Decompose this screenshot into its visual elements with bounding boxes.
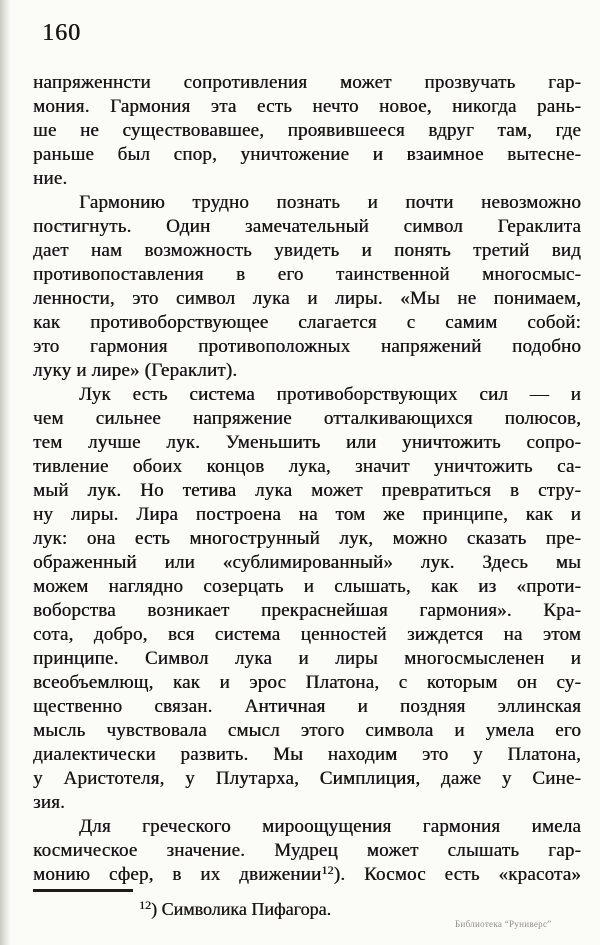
text-line: лук: она есть многострунный лук, можно сказать пре- bbox=[33, 528, 581, 549]
text-line-part: ). Космос есть «красота» bbox=[333, 864, 581, 885]
text-line: ну лиры. Лира построена на том же принципе, как и bbox=[33, 504, 581, 525]
text-line: всеобъемлющ, как и эрос Платона, с которым он су- bbox=[33, 672, 581, 693]
text-line: мый лук. Но тетива лука может превратиться в стру- bbox=[33, 480, 581, 501]
text-line: воборства возникает прекраснейшая гармония». Кра- bbox=[33, 600, 581, 621]
text-line: ше не существовавшее, проявившееся вдруг там, где bbox=[33, 120, 581, 141]
text-line: космическое значение. Мудрец может слышать гар- bbox=[33, 840, 581, 861]
text-line: мония. Гармония эта есть нечто новое, никогда рань- bbox=[33, 96, 581, 117]
text-line: мысль чувствовала смысл этого символа и умела его bbox=[33, 720, 581, 741]
footnote-rule bbox=[33, 889, 133, 892]
footnote bbox=[33, 898, 581, 920]
paragraph-2 bbox=[33, 191, 581, 383]
text-line: тем лучше лук. Уменьшить или уничтожить сопро- bbox=[33, 432, 581, 453]
text-line: дает нам возможность увидеть и понять третий вид bbox=[33, 240, 581, 261]
page-number: 160 bbox=[42, 20, 81, 46]
text-line-part: монию сфер, в их движении bbox=[33, 864, 322, 885]
footnote-text: ) Символика Пифагора. bbox=[151, 899, 331, 919]
footnote-reference: 12 bbox=[321, 863, 334, 877]
text-line: луку и лире» (Гераклит). bbox=[33, 360, 238, 381]
text-line: зия. bbox=[33, 792, 65, 813]
text-line bbox=[33, 863, 581, 887]
text-line: это гармония противоположных напряжений подобно bbox=[33, 336, 581, 357]
paragraph-1 bbox=[33, 71, 581, 191]
text-line: напряженнсти сопротивления может прозвучать гар- bbox=[33, 72, 581, 93]
text-line: постигнуть. Один замечательный символ Гераклита bbox=[33, 216, 581, 237]
text-line: противопоставления в его таинственной многосмыс- bbox=[33, 264, 581, 285]
text-line: диалектически развить. Мы находим это у Платона, bbox=[33, 744, 581, 765]
paragraph-4 bbox=[33, 815, 581, 887]
text-line: можем наглядно созерцать и слышать, как из «проти- bbox=[33, 576, 581, 597]
text-line: чем сильнее напряжение отталкивающихся полюсов, bbox=[33, 408, 581, 429]
text-line: раньше был спор, уничтожение и взаимное вытесне- bbox=[33, 144, 581, 165]
text-line: ние. bbox=[33, 168, 68, 189]
body-text bbox=[33, 71, 581, 887]
text-line: Гармонию трудно познать и почти невозможно bbox=[79, 192, 581, 213]
text-line: щественно связан. Античная и поздняя эллинская bbox=[33, 696, 581, 717]
paragraph-3 bbox=[33, 383, 581, 815]
library-watermark: Библиотека “Руниверс” bbox=[455, 919, 552, 929]
text-line: ображенный или «сублимированный» лук. Здесь мы bbox=[33, 552, 581, 573]
text-line: как противоборствующее слагается с самим собой: bbox=[33, 312, 581, 333]
text-line: сота, добро, вся система ценностей зиждется на этом bbox=[33, 624, 581, 645]
text-line: принципе. Символ лука и лиры многосмысленен и bbox=[33, 648, 581, 669]
footnote-marker: 12 bbox=[139, 898, 151, 912]
text-line: ленности, это символ лука и лиры. «Мы не понимаем, bbox=[33, 288, 581, 309]
scan-edge-shadow bbox=[0, 0, 11, 945]
text-line: тивление обоих концов лука, значит уничтожить са- bbox=[33, 456, 581, 477]
text-line: Для греческого мироощущения гармония имела bbox=[79, 816, 581, 837]
text-line: у Аристотеля, у Плутарха, Симплиция, даже у Сине- bbox=[33, 768, 581, 789]
text-line: Лук есть система противоборствующих сил — и bbox=[79, 384, 581, 405]
